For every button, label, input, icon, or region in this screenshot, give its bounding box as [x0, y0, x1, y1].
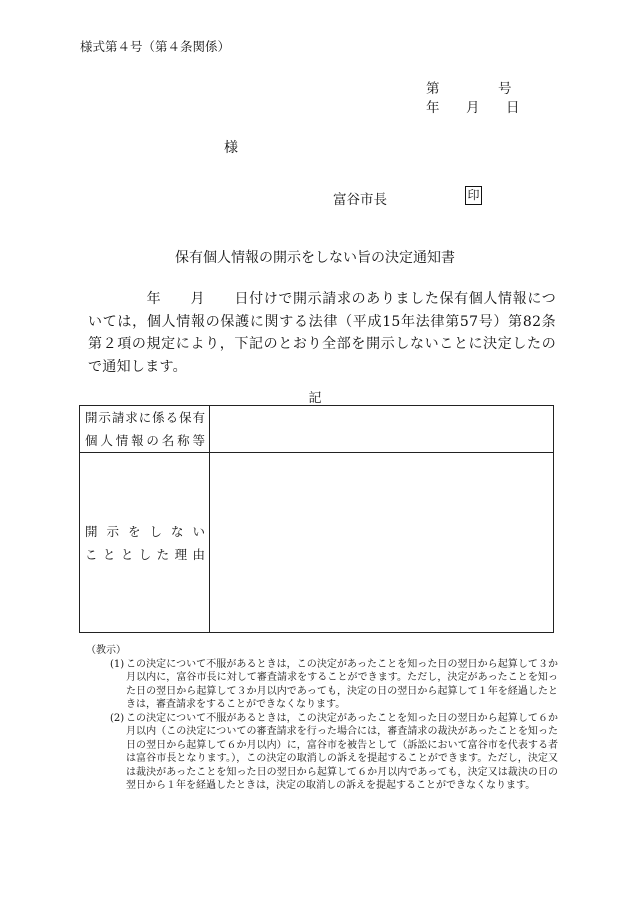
sender-name: 富谷市長 [333, 192, 387, 208]
note-text: この決定について不服があるときは，この決定があったことを知った日の翌日から起算して３か月以内に，富谷市長に対して審査請求をすることができます。ただし，決定があったことを知った日の翌日から起算して３か月以内であっても，決定の日の翌日から起算して１年を経過したときは，審査請求をすることができなくなります。 [126, 658, 558, 710]
row2-label-line2: こととした理由 [85, 546, 205, 562]
document-date [426, 96, 520, 116]
row1-label-line1: 開示請求に係る保有 [85, 410, 205, 425]
doc-date-day: 日 [506, 100, 520, 116]
table-row [80, 406, 554, 453]
row2-label-line1: 開示をしない [85, 523, 205, 539]
doc-number-prefix: 第 [426, 81, 440, 97]
note-item [110, 658, 558, 712]
note-item [110, 712, 558, 793]
notes-heading: （教示） [86, 645, 126, 656]
row2-label [80, 453, 210, 633]
ki-heading: 記 [308, 391, 322, 406]
note-number: (1) [110, 658, 125, 670]
document-number [426, 77, 512, 97]
notes-section [88, 644, 558, 793]
body-text: 年 月 日付けで開示請求のありました保有個人情報については，個人情報の保護に関する法律（平成15年法律第57号）第82条第２項の規定により，下記のとおり全部を開示しないことに決定したので通知します。 [88, 291, 556, 375]
document-title: 保有個人情報の開示をしない旨の決定通知書 [175, 250, 455, 266]
doc-date-month: 月 [466, 100, 480, 116]
doc-date-year: 年 [426, 100, 440, 116]
note-text: この決定について不服があるときは，この決定があったことを知った日の翌日から起算して６か月以内（この決定についての審査請求を行った場合には，審査請求の裁決があったことを知った日の翌日から起算して６か月以内）に，富谷市を被告として（訴訟において富谷市を代表する者は富谷市長となります。），この決定の取消しの訴えを提起することができます。ただし，決定又は裁決があったことを知った日の翌日から起算して６か月以内であっても，決定又は裁決の日の翌日から１年を経過したときは，決定の取消しの訴えを提起することができなくなります。 [126, 712, 558, 791]
record-table [79, 405, 554, 633]
doc-number-suffix: 号 [498, 81, 512, 97]
row1-label-line2: 個人情報の名称等 [85, 433, 205, 448]
row1-value [210, 406, 554, 453]
row1-label [80, 406, 210, 453]
table-row [80, 453, 554, 633]
form-number: 様式第４号（第４条関係） [80, 39, 231, 54]
seal-box: 印 [465, 186, 482, 205]
row2-value [210, 453, 554, 633]
addressee-suffix: 様 [224, 140, 238, 156]
note-number: (2) [110, 712, 125, 724]
